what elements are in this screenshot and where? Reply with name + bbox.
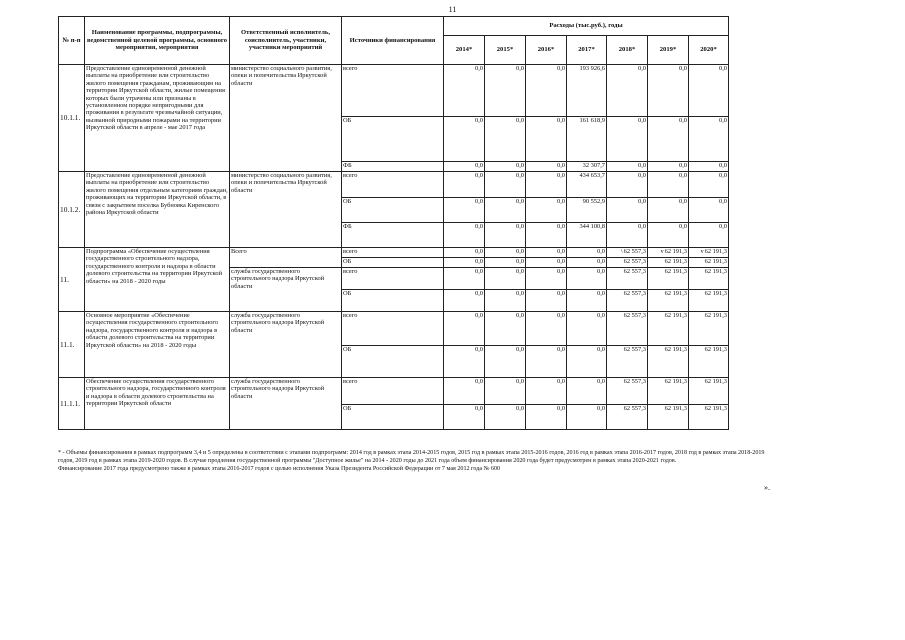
header-year: 2017* — [567, 36, 607, 65]
value-cell: 0,0 — [526, 65, 567, 117]
check-mark: \ — [620, 249, 623, 255]
value-cell: 0,0 — [444, 248, 485, 258]
value-cell: 0,0 — [567, 378, 607, 405]
page-number: 11 — [448, 5, 457, 14]
value-cell: 0,0 — [526, 258, 567, 268]
check-mark: v — [660, 249, 664, 255]
value-cell: 0,0 — [648, 117, 689, 162]
row-executor: министерство социального развития, опеки и попечительства Иркутской области — [230, 65, 342, 172]
value-cell: 0,0 — [567, 290, 607, 312]
row-name: Предоставление единовременной денежной выплаты на приобретение или строительство жилого помещения отдельным категориям граждан, проживающих на территории Иркутской области, в связи с закрытием поселка Бубновка Киренского района Иркутской области — [85, 172, 230, 248]
value-cell: 0,0 — [607, 65, 648, 117]
row-name: Основное мероприятие «Обеспечение осуществления государственного строительного надзора, государственного контроля и надзора в области долевого строительства на территории Иркутской области» на 2018 - 2020 годы — [85, 312, 230, 378]
value-cell — [689, 248, 729, 258]
value-cell: 0,0 — [567, 268, 607, 290]
header-year: 2019* — [648, 36, 689, 65]
row-code: 11.1.1. — [59, 378, 85, 430]
footnote: Финансирование 2017 года предусмотрено также в рамках этапа 2016-2017 годов с целью исполнения Указа Президента Российской Федерации от 7 мая 2012 года № 600 — [58, 465, 501, 472]
value-cell: 62 191,3 — [648, 312, 689, 346]
value-cell: 0,0 — [526, 198, 567, 223]
row-executor: служба государственного строительного надзора Иркутской области — [230, 378, 342, 430]
value-cell: 0,0 — [444, 223, 485, 248]
row-code: 11. — [59, 248, 85, 312]
value-cell: 0,0 — [526, 378, 567, 405]
value-cell: 0,0 — [689, 198, 729, 223]
value-cell: 0,0 — [526, 346, 567, 378]
value-cell: 0,0 — [485, 223, 526, 248]
row-name: Предоставление единовременной денежной выплаты на приобретение или строительство жилого помещения гражданам, проживающим на территории Иркутской области, жилые помещения которых были утрачены или признаны в установленном порядке непригодными для проживания в результате чрезвычайной ситуации, вызванной природными пожарами на территории Иркутской области в апреле - мае 2017 года — [85, 65, 230, 172]
value-cell: 0,0 — [444, 117, 485, 162]
value-cell: 62 191,3 — [648, 346, 689, 378]
value-cell: 62 191,3 — [689, 312, 729, 346]
value-cell: 0,0 — [567, 248, 607, 258]
table-row — [59, 248, 729, 258]
row-name: Подпрограмма «Обеспечение осуществления государственного строительного надзора, государственного контроля и надзора в области долевого строительства на территории Иркутской области» на 2018 - 2020 годы — [85, 248, 230, 312]
table-row — [59, 172, 729, 198]
value-cell: 0,0 — [444, 290, 485, 312]
value-cell: 0,0 — [607, 172, 648, 198]
value-cell: 193 926,6 — [567, 65, 607, 117]
value-cell: 0,0 — [607, 117, 648, 162]
table-row — [59, 65, 729, 117]
source-label: всего — [342, 312, 444, 346]
value-cell: 0,0 — [526, 405, 567, 430]
value-cell: 0,0 — [648, 198, 689, 223]
value-cell: 0,0 — [689, 162, 729, 172]
value-cell: 0,0 — [444, 405, 485, 430]
value-cell: 62 557,3 — [607, 312, 648, 346]
row-executor: министерство социального развития, опеки и попечительства Иркутской области — [230, 172, 342, 248]
value-cell: 0,0 — [485, 198, 526, 223]
value-cell: 0,0 — [607, 162, 648, 172]
value-cell: 32 307,7 — [567, 162, 607, 172]
row-executor: служба государственного строительного надзора Иркутской области — [230, 312, 342, 378]
value-cell: 0,0 — [485, 258, 526, 268]
value-cell: 0,0 — [485, 346, 526, 378]
header-year: 2018* — [607, 36, 648, 65]
value-cell: 0,0 — [607, 198, 648, 223]
header-year: 2015* — [485, 36, 526, 65]
value-cell: 0,0 — [485, 117, 526, 162]
footnote: * - Объемы финансирования в рамках подпрограмм 3,4 и 5 определены в соответствии с этапами подпрограмм: 2014 год в рамках этапа 2014-2015 годов, 2015 год в рамках этапа 2015-2016 годов, 2016 год в рамках этапа 2016-2017 годов, 2018 год в рамках этапа 2018-2019 годов, 2019 год в рамках этапа 2019-2020 годов. В случае продления государственной программы "Доступное жилье" на 2014 - 2020 годы до 2021 года объем финансирования 2020 года будет предусмотрен в рамках этапа 2020-2021 годов. — [58, 450, 765, 464]
value-cell: 0,0 — [444, 312, 485, 346]
value-cell: 62 191,3 — [689, 290, 729, 312]
value-cell: 0,0 — [485, 405, 526, 430]
value-cell: 0,0 — [526, 117, 567, 162]
value-cell — [648, 248, 689, 258]
value-cell: 0,0 — [526, 312, 567, 346]
header-year: 2020* — [689, 36, 729, 65]
value-cell: 62 191,3 — [689, 346, 729, 378]
value-cell: 0,0 — [689, 65, 729, 117]
value-cell: 62 191,3 — [689, 268, 729, 290]
row-executor: служба государственного строительного надзора Иркутской области — [230, 268, 342, 312]
source-label: ОБ — [342, 258, 444, 268]
value-cell — [607, 248, 648, 258]
row-name: Обеспечение осуществления государственного строительного надзора, государственного контроля и надзора в области долевого строительства на территории Иркутской области — [85, 378, 230, 430]
value-cell: 62 191,3 — [648, 290, 689, 312]
value-cell: 0,0 — [485, 378, 526, 405]
value-cell: 0,0 — [648, 65, 689, 117]
source-label: ФБ — [342, 223, 444, 248]
source-label: ОБ — [342, 346, 444, 378]
footnotes — [58, 450, 778, 473]
value-cell: 62 191,3 — [648, 268, 689, 290]
source-label: ОБ — [342, 405, 444, 430]
value-cell: 62 557,3 — [607, 405, 648, 430]
value-cell: 0,0 — [485, 248, 526, 258]
row-code: 11.1. — [59, 312, 85, 378]
value-cell: 0,0 — [567, 312, 607, 346]
source-label: всего — [342, 172, 444, 198]
source-label: ФБ — [342, 162, 444, 172]
value-cell: 62 191,3 — [689, 258, 729, 268]
source-label: всего — [342, 248, 444, 258]
value-cell: 62 191,3 — [648, 258, 689, 268]
row-code: 10.1.2. — [59, 172, 85, 248]
value-cell: 434 653,7 — [567, 172, 607, 198]
header-executor: Ответственный исполнитель, соисполнитель, участники, участники мероприятий — [230, 17, 342, 65]
value-cell: 0,0 — [567, 405, 607, 430]
value-cell: 0,0 — [648, 223, 689, 248]
value-cell: 0,0 — [444, 346, 485, 378]
value-cell: 0,0 — [485, 162, 526, 172]
value-cell: 0,0 — [444, 162, 485, 172]
closing-mark: ». — [764, 483, 770, 492]
value-cell: 0,0 — [648, 162, 689, 172]
value-cell: 0,0 — [444, 258, 485, 268]
value-text: 62 191,3 — [704, 248, 727, 255]
source-label: ОБ — [342, 290, 444, 312]
check-mark: v — [700, 249, 704, 255]
value-cell: 0,0 — [485, 312, 526, 346]
value-cell: 0,0 — [485, 172, 526, 198]
value-cell: 0,0 — [567, 346, 607, 378]
value-cell: 0,0 — [607, 223, 648, 248]
source-label: всего — [342, 65, 444, 117]
value-cell: 344 100,8 — [567, 223, 607, 248]
header-number: № п-п — [59, 17, 85, 65]
header-name: Наименование программы, подпрограммы, ведомственной целевой программы, основного мероприятия, мероприятия — [85, 17, 230, 65]
value-cell: 62 557,3 — [607, 268, 648, 290]
value-cell: 0,0 — [689, 117, 729, 162]
value-cell: 0,0 — [485, 268, 526, 290]
value-cell: 0,0 — [689, 172, 729, 198]
value-cell: 0,0 — [485, 290, 526, 312]
value-cell: 62 191,3 — [648, 378, 689, 405]
value-cell: 0,0 — [689, 223, 729, 248]
value-cell: 0,0 — [526, 172, 567, 198]
value-cell: 0,0 — [526, 223, 567, 248]
value-cell: 0,0 — [444, 198, 485, 223]
value-cell: 62 557,3 — [607, 378, 648, 405]
value-text: 62 191,3 — [664, 248, 687, 255]
value-cell: 0,0 — [567, 258, 607, 268]
value-cell: 0,0 — [526, 248, 567, 258]
value-cell: 0,0 — [444, 172, 485, 198]
header-costs: Расходы (тыс.руб.), годы — [444, 17, 729, 36]
header-source: Источники финансирования — [342, 17, 444, 65]
value-cell: 0,0 — [444, 65, 485, 117]
value-cell: 62 557,3 — [607, 290, 648, 312]
value-cell: 0,0 — [444, 268, 485, 290]
value-cell: 0,0 — [526, 162, 567, 172]
financing-table — [58, 16, 729, 430]
source-label: ОБ — [342, 198, 444, 223]
row-executor: Всего — [230, 248, 342, 268]
header-year: 2016* — [526, 36, 567, 65]
source-label: всего — [342, 268, 444, 290]
table-row — [59, 312, 729, 346]
source-label: всего — [342, 378, 444, 405]
value-cell: 62 557,3 — [607, 346, 648, 378]
value-cell: 0,0 — [648, 172, 689, 198]
row-code: 10.1.1. — [59, 65, 85, 172]
value-cell: 0,0 — [485, 65, 526, 117]
table-row — [59, 378, 729, 405]
value-cell: 0,0 — [526, 268, 567, 290]
source-label: ОБ — [342, 117, 444, 162]
value-text: 62 557,3 — [623, 248, 646, 255]
value-cell: 0,0 — [444, 378, 485, 405]
value-cell: 62 191,3 — [648, 405, 689, 430]
value-cell: 0,0 — [526, 290, 567, 312]
value-cell: 62 191,3 — [689, 378, 729, 405]
value-cell: 62 557,3 — [607, 258, 648, 268]
value-cell: 62 191,3 — [689, 405, 729, 430]
value-cell: 90 552,9 — [567, 198, 607, 223]
value-cell: 161 618,9 — [567, 117, 607, 162]
header-year: 2014* — [444, 36, 485, 65]
